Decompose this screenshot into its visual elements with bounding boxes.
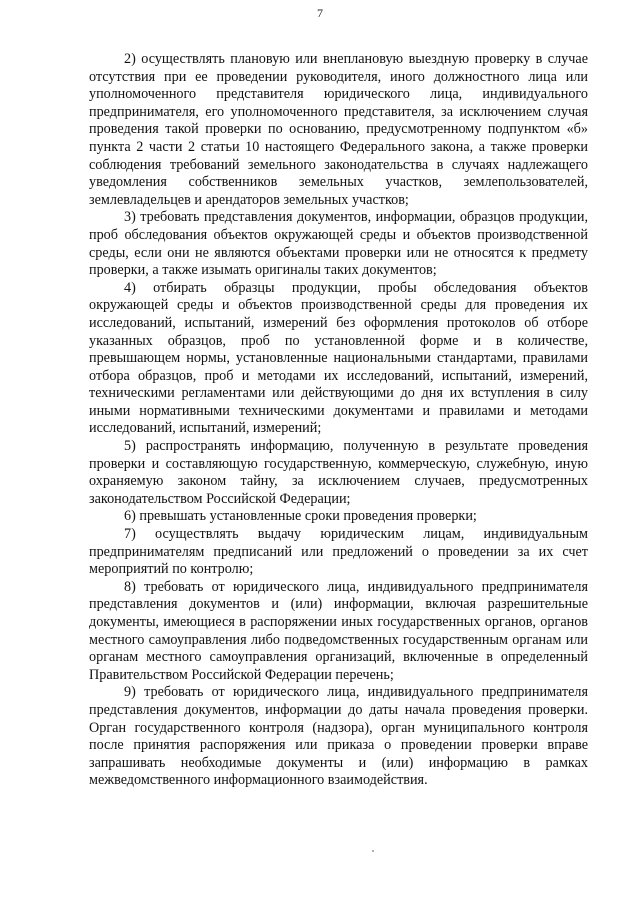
paragraph-item-7: 7) осуществлять выдачу юридическим лицам, индивидуальным предпринимателям предписаний или предложений о проведении за их счет мероприятий по контролю;: [89, 526, 588, 578]
paragraph-item-6: 6) превышать установленные сроки проведения проверки;: [124, 508, 477, 525]
paragraph-item-3: 3) требовать представления документов, информации, образцов продукции, проб обследования объектов окружающей среды и объектов производственной среды, если они не являются объектами проверки или не относятся к предмету проверки, а также изымать оригиналы таких документов;: [89, 209, 588, 279]
paragraph-item-2: 2) осуществлять плановую или внеплановую выездную проверку в случае отсутствия при ее проведении руководителя, иного должностного лица или уполномоченного представителя юридического лица, индивидуального предпринимателя, его уполномоченного представителя, за исключением случая проведения такой проверки по основанию, предусмотренному подпунктом «б» пункта 2 части 2 статьи 10 настоящего Федерального закона, а также проверки соблюдения требований земельного законодательства в случаях надлежащего уведомления собственников земельных участков, землепользователей, землевладельцев и арендаторов земельных участков;: [89, 51, 588, 208]
paragraph-item-5: 5) распространять информацию, полученную в результате проведения проверки и составляющую государственную, коммерческую, служебную, иную охраняемую законом тайну, за исключением случаев, предусмотренных законодательством Российской Федерации;: [89, 438, 588, 507]
scan-speck: [372, 850, 374, 852]
page-number: 7: [317, 6, 323, 20]
paragraph-item-8: 8) требовать от юридического лица, индивидуального предпринимателя представления документов и (или) информации, включая разрешительные документы, имеющиеся в распоряжении иных государственных органов, органов местного самоуправления либо подведомственных государственным органам или органам местного самоуправления организаций, включенные в определенный Правительством Российской Федерации перечень;: [89, 578, 588, 683]
document-body: [89, 51, 588, 790]
paragraph-item-4: 4) отбирать образцы продукции, пробы обследования объектов окружающей среды и объектов производственной среды для проведения их исследований, испытаний, измерений без оформления протоколов об отборе указанных образцов, проб по установленной форме и в количестве, превышающем нормы, установленные национальными стандартами, правилами отбора образцов, проб и методами их исследований, испытаний, измерений, техническими регламентами или действующими до дня их вступления в силу иными нормативными техническими документами и правилами и методами исследований, испытаний, измерений;: [89, 279, 588, 437]
paragraph-item-9: 9) требовать от юридического лица, индивидуального предпринимателя представления документов, информации до даты начала проведения проверки. Орган государственного контроля (надзора), орган муниципального контроля после принятия распоряжения или приказа о проведении проверки вправе запрашивать необходимые документы и (или) информацию в рамках межведомственного информационного взаимодействия.: [89, 684, 588, 789]
